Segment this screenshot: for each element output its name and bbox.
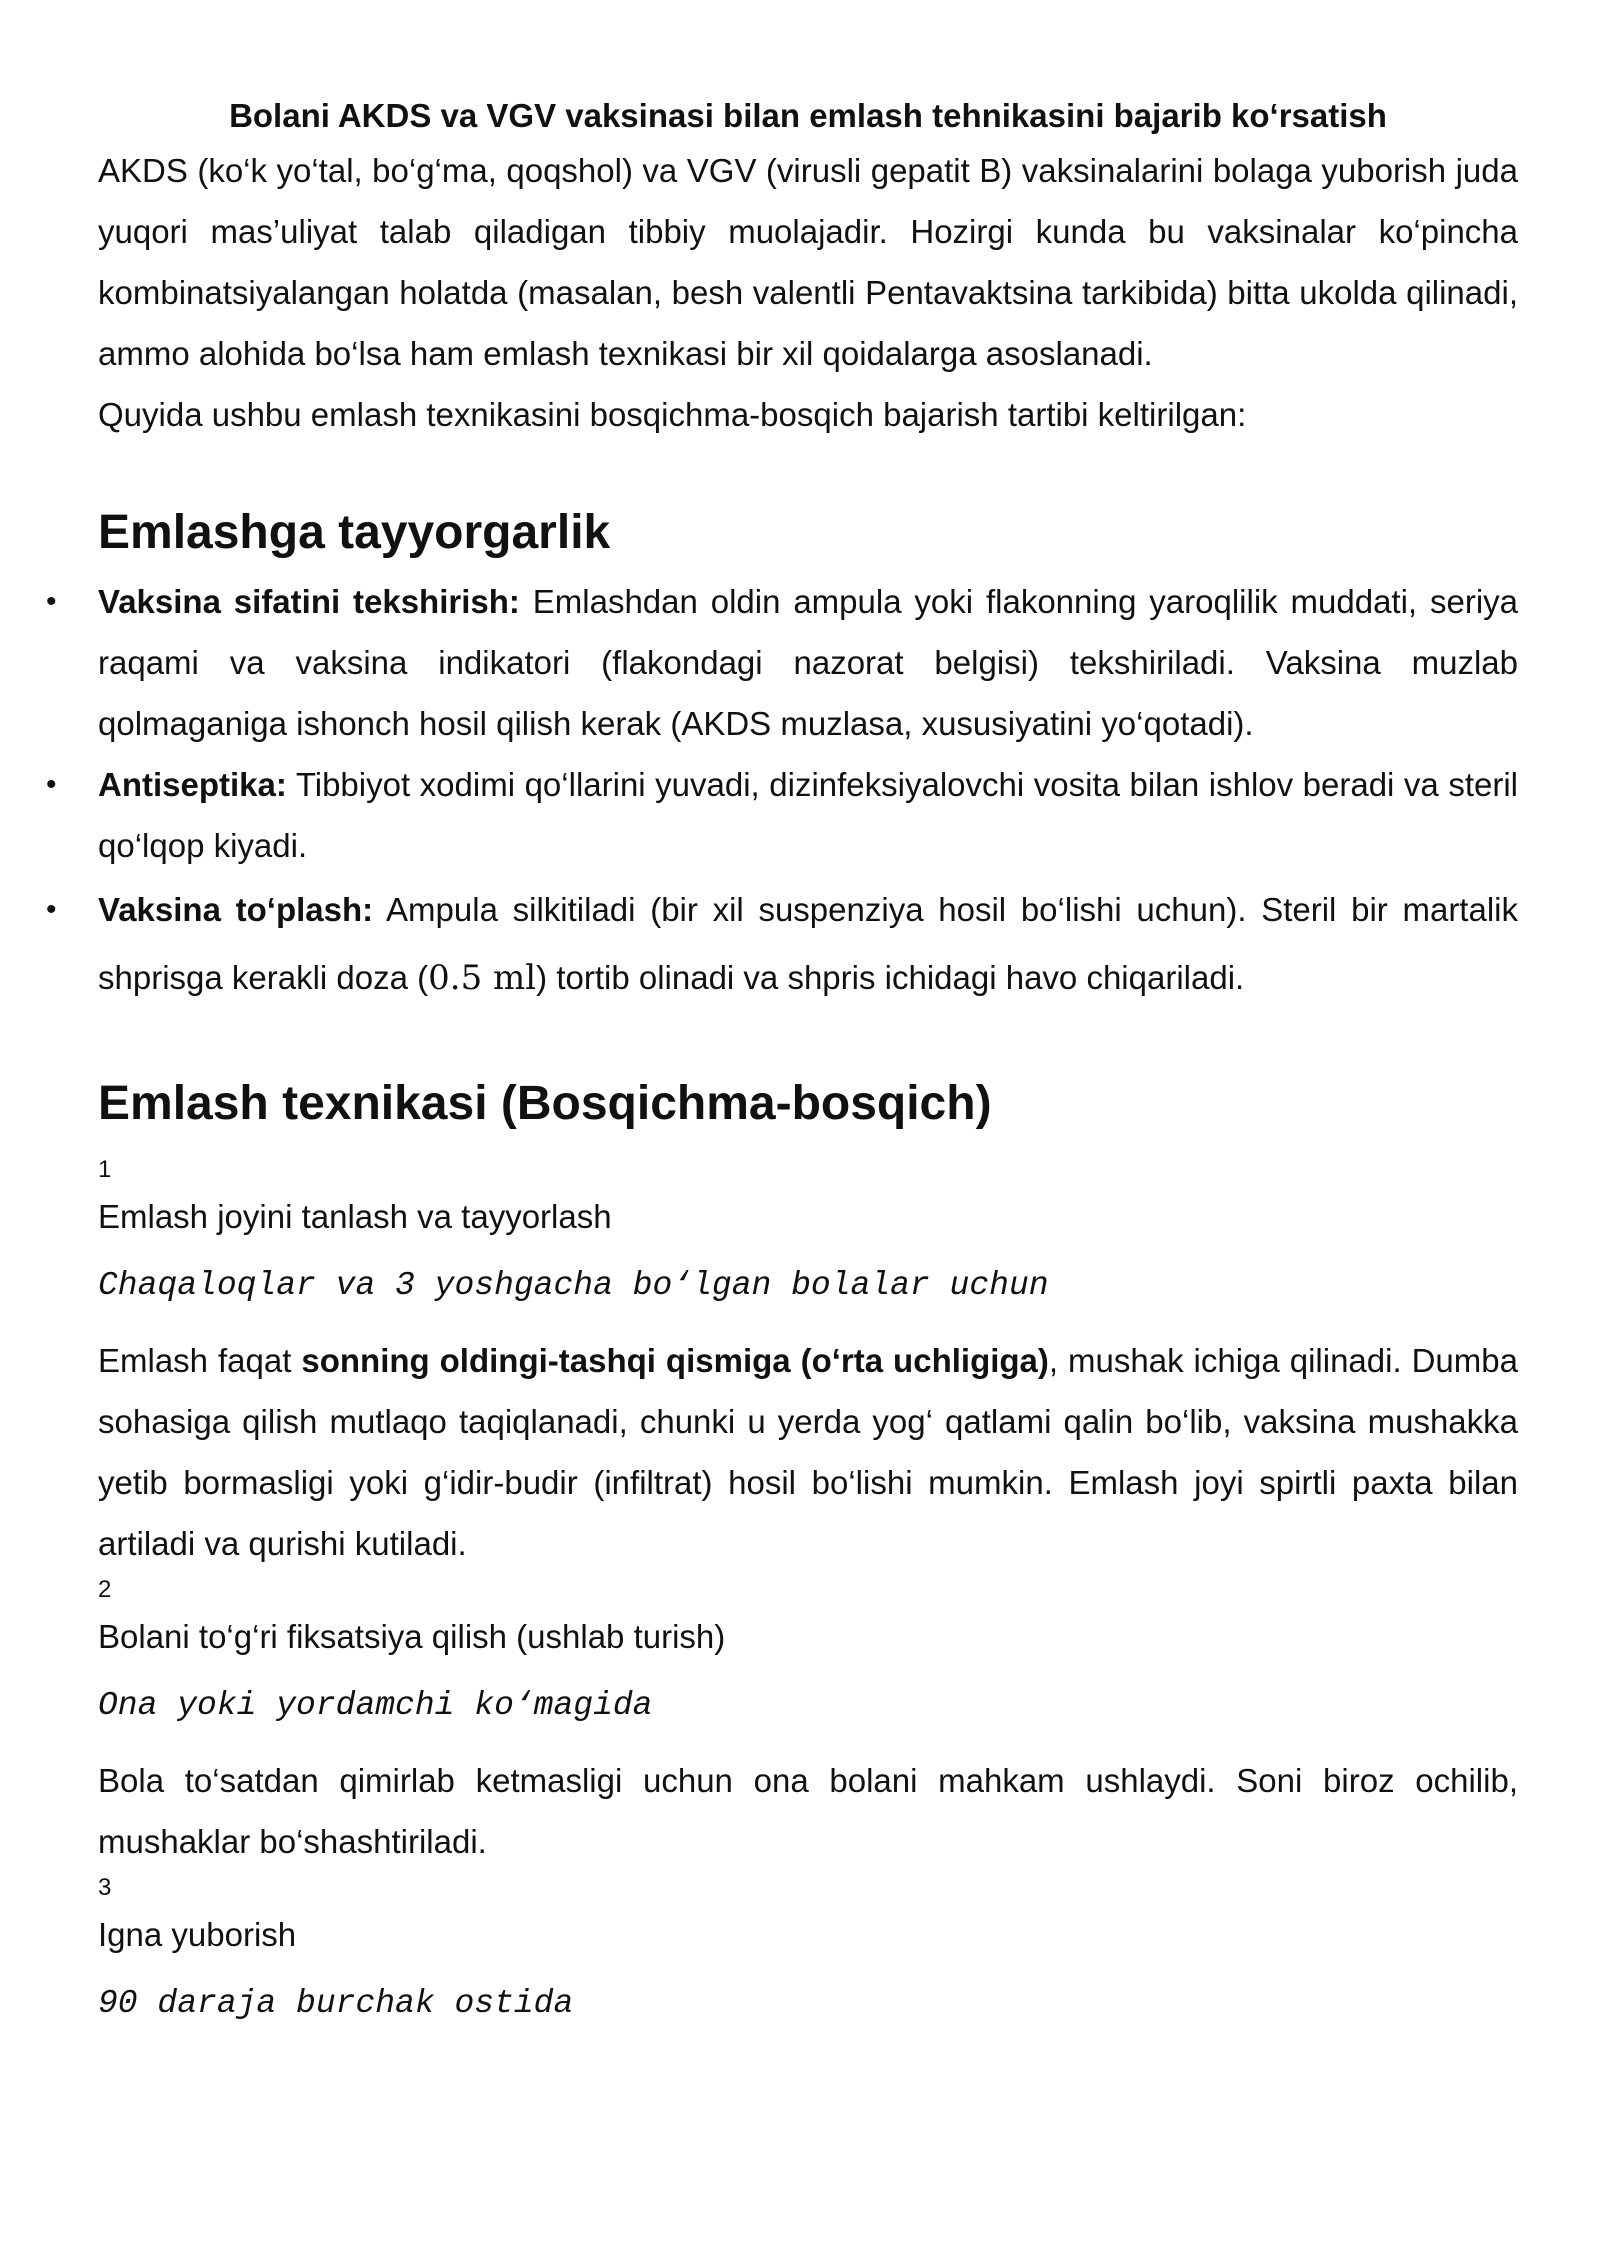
document-page (46, 92, 1518, 2028)
list-item-label: Vaksina to‘plash: (98, 891, 374, 928)
document-title: Bolani AKDS va VGV vaksinasi bilan emlash tehnikasini bajarib ko‘rsatish (229, 97, 1387, 134)
step-title: Bolani to‘g‘ri fiksatsiya qilish (ushlab turish) (98, 1618, 726, 1655)
intro-lead-in: Quyida ushbu emlash texnikasini bosqichma-bosqich bajarish tartibi keltirilgan: (98, 396, 1247, 433)
list-item-label: Antiseptika: (98, 766, 287, 803)
step-1 (98, 1154, 1518, 1574)
step-body-emphasis: sonning oldingi-tashqi qismiga (o‘rta uchligiga) (301, 1342, 1049, 1379)
list-item-text: Tibbiyot xodimi qo‘llarini yuvadi, dizinfeksiyalovchi vosita bilan ishlov beradi va steril qo‘lqop kiyadi. (98, 766, 1518, 864)
section-heading-technique: Emlash texnikasi (Bosqichma-bosqich) (98, 1077, 992, 1130)
step-body-text: Emlash faqat (98, 1342, 302, 1379)
step-body (98, 1330, 1518, 1574)
step-number: 2 (98, 1576, 112, 1603)
dose-value: 0.5 ml (428, 958, 537, 998)
step-subtitle: 90 daraja burchak ostida (98, 1985, 574, 2022)
section-heading-preparation: Emlashga tayyorgarlik (98, 506, 611, 559)
list-item (46, 571, 1518, 754)
intro-paragraph: AKDS (ko‘k yo‘tal, bo‘g‘ma, qoqshol) va VGV (virusli gepatit B) vaksinalarini bolaga yuborish juda yuqori mas’uliyat talab qiladigan tibbiy muolajadir. Hozirgi kunda bu vaksinalar ko‘pincha kombinatsiyalangan holatda (masalan, besh valentli Pentavaktsina tarkibida) bitta ukolda qilinadi, ammo alohida bo‘lsa ham emlash texnikasi bir xil qoidalarga asoslanadi. (98, 152, 1518, 372)
step-title: Emlash joyini tanlash va tayyorlash (98, 1198, 612, 1235)
bullet-icon: • (46, 585, 57, 618)
list-item-text: ) tortib olinadi va shpris ichidagi havo chiqariladi. (536, 959, 1245, 996)
step-number: 1 (98, 1156, 112, 1183)
list-item-text: Ampula silkitiladi (bir xil suspenziya hosil bo‘lishi uchun). Steril bir martalik shprisga kerakli doza ( (98, 891, 1518, 996)
step-2 (98, 1574, 1518, 1872)
step-body-text: , mushak ichiga qilinadi. Dumba sohasiga qilish mutlaqo taqiqlanadi, chunki u yerda yog‘ qatlami qalin bo‘lib, vaksina mushakka yetib bormasligi yoki g‘idir-budir (infiltrat) hosil bo‘lishi mumkin. Emlash joyi spirtli paxta bilan artiladi va qurishi kutiladi. (98, 1342, 1518, 1562)
step-subtitle: Ona yoki yordamchi ko‘magida (98, 1687, 653, 1724)
list-item (46, 754, 1518, 876)
step-subtitle: Chaqaloqlar va 3 yoshgacha bo‘lgan bolalar uchun (98, 1267, 1049, 1304)
list-item-text: Emlashdan oldin ampula yoki flakonning yaroqlilik muddati, seriya raqami va vaksina indikatori (flakondagi nazorat belgisi) tekshiriladi. Vaksina muzlab qolmaganiga ishonch hosil qilish kerak (AKDS muzlasa, xususiyatini yo‘qotadi). (98, 583, 1518, 742)
step-body: Bola to‘satdan qimirlab ketmasligi uchun ona bolani mahkam ushlaydi. Soni biroz ochilib, mushaklar bo‘shashtiriladi. (98, 1762, 1518, 1860)
preparation-list (46, 571, 1518, 1012)
list-item (46, 876, 1518, 1012)
bullet-icon: • (46, 893, 57, 926)
bullet-icon: • (46, 768, 57, 801)
step-3 (98, 1872, 1518, 2028)
list-item-label: Vaksina sifatini tekshirish: (98, 583, 520, 620)
step-number: 3 (98, 1874, 112, 1901)
step-title: Igna yuborish (98, 1916, 297, 1953)
